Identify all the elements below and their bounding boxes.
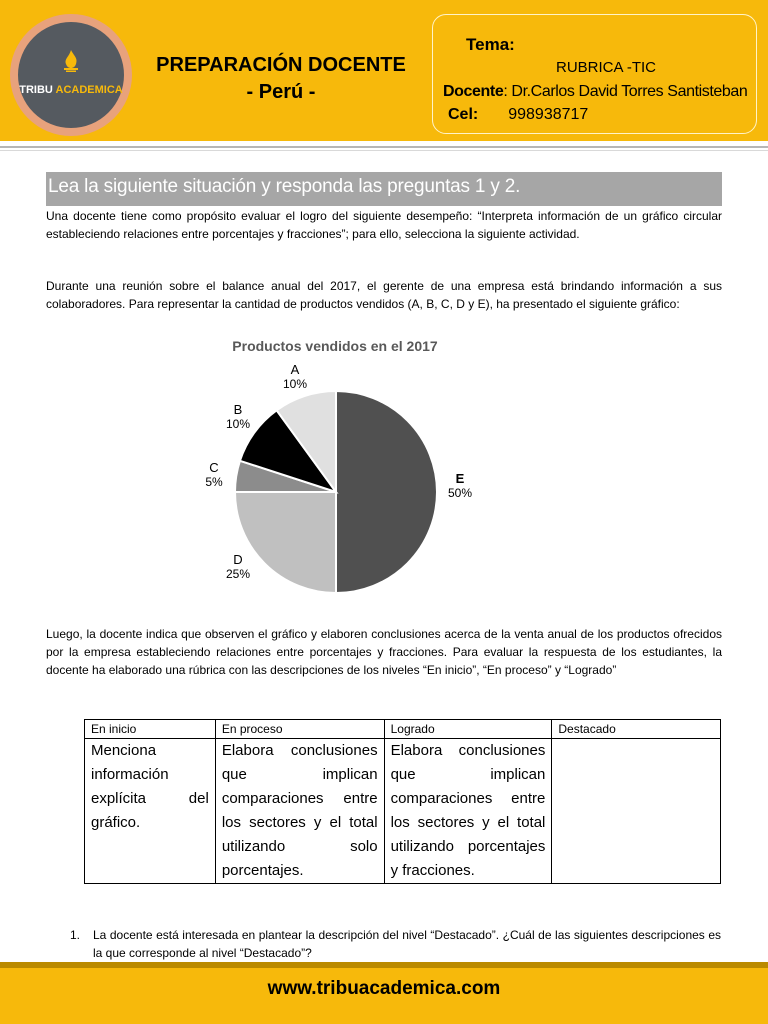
cell-en-inicio: Menciona información explícita del gráfico. [85,739,216,884]
paragraph-2: Durante una reunión sobre el balance anual del 2017, el gerente de una empresa está brindando información a sus colaboradores. Para representar la cantidad de productos vendidos (A, B, C, D y E), ha presentado el siguiente gráfico: [46,279,722,311]
cell-destacado [552,739,721,884]
title-line-2: - Perú - [246,81,316,103]
pie-label-b: B [233,402,243,417]
pie-label-e: E [455,471,465,486]
document-body [46,172,722,313]
pie-percent-c: 5% [205,475,223,489]
pie-percent-e: 50% [447,486,473,500]
pie-label-a: A [290,362,300,377]
header-en-inicio: En inicio [85,720,216,739]
docente-label: Docente [443,83,504,100]
pie-percent-b: 10% [225,417,251,431]
rubric-table [84,719,721,884]
pie-label-c: C [209,460,219,475]
tema-value: RUBRICA -TIC [556,59,657,76]
pie-percent-a: 10% [282,377,308,391]
cel-value: 998938717 [508,106,589,123]
question-number: 1. [70,928,81,942]
logo-wordmark: TRIBU ACADEMICA [19,84,123,96]
cell-en-proceso: Elabora conclusiones que implican comparaciones entre los sectores y el total utilizando solo porcentajes. [215,739,384,884]
paragraph-3: Luego, la docente indica que observen el gráfico y elaboren conclusiones acerca de la venta anual de los productos ofrecidos por la empresa estableciendo relaciones entre porcentajes y fracciones. Para evaluar la respuesta de los estudiantes, la docente ha elaborado una rúbrica con las descripciones de los niveles “En inicio”, “En proceso” y “Logrado” [46,627,722,677]
header-logrado: Logrado [384,720,552,739]
flame-icon [62,50,80,72]
table-header-row [85,720,721,739]
divider [0,150,768,151]
website-link[interactable]: www.tribuacademica.com [267,978,501,999]
docente-value: : Dr.Carlos David Torres Santisteban [503,83,748,100]
logo [10,14,132,136]
footer-bar [0,968,768,1024]
question-1 [70,926,721,962]
tema-label: Tema: [466,35,515,54]
pie-slice-e [336,391,437,593]
docente-line [443,83,747,101]
divider [0,146,768,148]
title-line-1: PREPARACIÓN DOCENTE [156,54,406,76]
cel-line [448,106,588,124]
question-text: La docente está interesada en plantear la descripción del nivel “Destacado”. ¿Cuál de las siguientes descripciones es la que corresponde al nivel “Destacado”? [93,928,721,960]
instruction-banner: Lea la siguiente situación y responda las preguntas 1 y 2. [46,172,722,206]
pie-chart [190,332,520,600]
pie-percent-d: 25% [225,567,251,581]
pie-slice-d [235,492,336,593]
header-en-proceso: En proceso [215,720,384,739]
logo-disc [18,22,124,128]
page-title [140,52,422,106]
header-bar [0,0,768,141]
header-destacado: Destacado [552,720,721,739]
pie-label-d: D [233,552,243,567]
cel-label: Cel: [448,106,479,123]
paragraph-1: Una docente tiene como propósito evaluar el logro del siguiente desempeño: “Interpreta información de un gráfico circular estableciendo relaciones entre porcentajes y fracciones”; para ello, selecciona la siguiente actividad. [46,209,722,241]
cell-logrado: Elabora conclusiones que implican comparaciones entre los sectores y el total utilizando porcentajes y fracciones. [384,739,552,884]
table-row [85,739,721,884]
chart-title: Productos vendidos en el 2017 [232,338,438,354]
